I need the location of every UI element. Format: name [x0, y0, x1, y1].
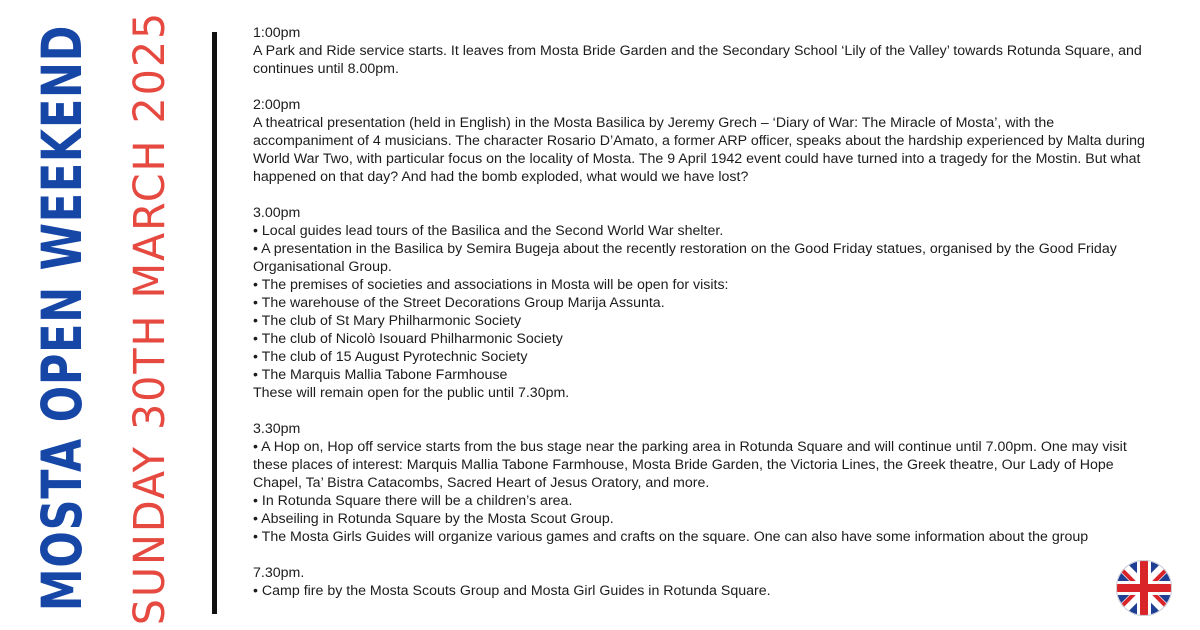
section-time: 3.30pm [253, 421, 301, 437]
section-line: These will remain open for the public until 7.30pm. [253, 385, 570, 401]
section-line: • A Hop on, Hop off service starts from the bus stage near the parking area in Rotunda Square and will continue until 7.00pm. One may visit these places of interest: Marquis Mallia Tabone Farmhouse, Mosta Bride Garden, the Victoria Lines, the Greek theatre, Our Lady of Hope Chapel, Ta’ Bistra Catacombs, Sacred Heart of Jesus Oratory, and more. [253, 439, 1127, 491]
section-line: • Camp fire by the Mosta Scouts Group and Mosta Girl Guides in Rotunda Square. [253, 583, 771, 599]
section-time: 2:00pm [253, 97, 301, 113]
schedule-section [253, 420, 1158, 546]
vertical-divider [212, 32, 217, 614]
schedule-section [253, 24, 1158, 78]
section-line: • A presentation in the Basilica by Semira Bugeja about the recently restoration on the Good Friday statues, organised by the Good Friday Organisational Group. [253, 241, 1117, 275]
section-time: 3.00pm [253, 205, 301, 221]
section-line: • The warehouse of the Street Decorations Group Marija Assunta. [253, 295, 665, 311]
section-line: A Park and Ride service starts. It leaves from Mosta Bride Garden and the Secondary School ‘Lily of the Valley’ towards Rotunda Square, and continues until 8.00pm. [253, 43, 1142, 77]
section-line: • In Rotunda Square there will be a children’s area. [253, 493, 573, 509]
schedule-section [253, 96, 1158, 186]
section-line: A theatrical presentation (held in English) in the Mosta Basilica by Jeremy Grech – ‘Diary of War: The Miracle of Mosta’, with the accompaniment of 4 musicians. The character Rosario D’Amato, a former ARP officer, speaks about the hardship experienced by Malta during World War Two, with particular focus on the locality of Mosta. The 9 April 1942 event could have turned into a tragedy for the Mostin. But what happened on that day? And had the bomb exploded, what would we have lost? [253, 115, 1145, 185]
section-line: • The Mosta Girls Guides will organize various games and crafts on the square. One can also have some information about the group [253, 529, 1089, 545]
event-date [118, 10, 182, 625]
uk-flag-icon [1116, 560, 1172, 616]
schedule-section [253, 564, 1158, 600]
section-time: 1:00pm [253, 25, 301, 41]
section-line: • The Marquis Mallia Tabone Farmhouse [253, 367, 508, 383]
section-line: • The club of 15 August Pyrotechnic Society [253, 349, 528, 365]
schedule-section [253, 204, 1158, 402]
section-line: • Local guides lead tours of the Basilica and the Second World War shelter. [253, 223, 724, 239]
schedule [253, 24, 1158, 618]
event-title-text: MOSTA OPEN WEEKEND [30, 24, 94, 611]
section-line: • The club of St Mary Philharmonic Society [253, 313, 522, 329]
event-date-text: SUNDAY 30TH MARCH 2025 [125, 10, 175, 625]
section-line: • The club of Nicolò Isouard Philharmonic Society [253, 331, 563, 347]
event-title [30, 24, 94, 611]
section-line: • Abseiling in Rotunda Square by the Mosta Scout Group. [253, 511, 614, 527]
section-time: 7.30pm. [253, 565, 305, 581]
section-line: • The premises of societies and associations in Mosta will be open for visits: [253, 277, 729, 293]
